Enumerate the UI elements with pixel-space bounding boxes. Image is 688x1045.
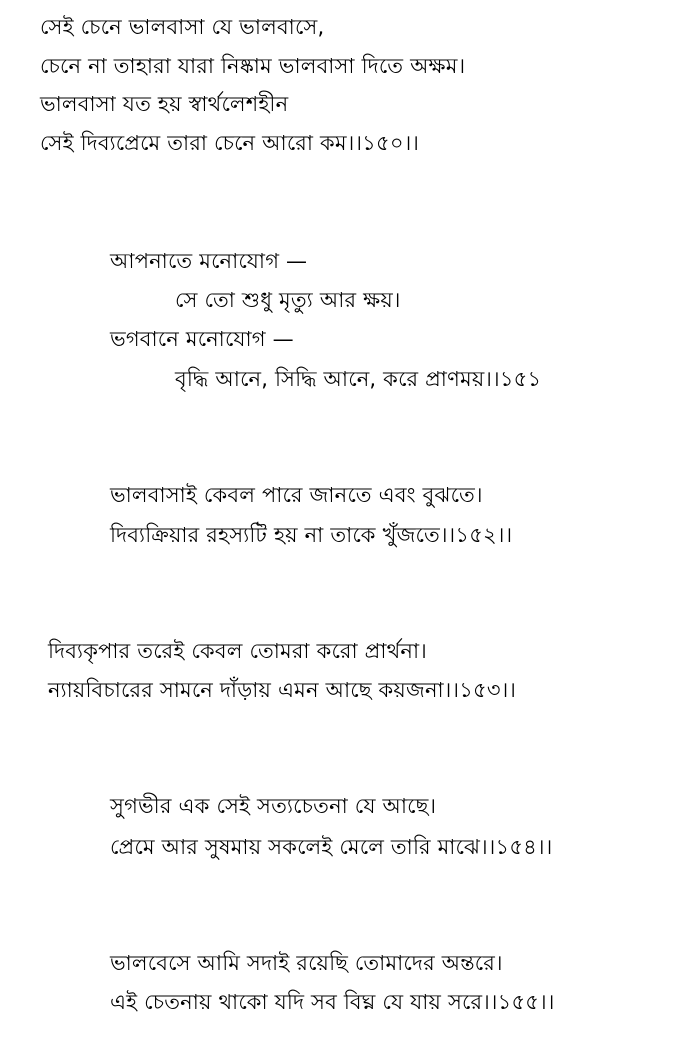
verse-line: আপনাতে মনোযোগ — xyxy=(110,249,308,273)
verse-line: ভালবাসাই কেবল পারে জানতে এবং বুঝতে। xyxy=(110,483,483,507)
verse-line: ভগবানে মনোযোগ — xyxy=(110,327,294,351)
verse-line: সেই দিব্যপ্রেমে তারা চেনে আরো কম।।১৫০।। xyxy=(40,131,420,155)
verse-line: সুগভীর এক সেই সত্যচেতনা যে আছে। xyxy=(110,794,437,818)
verse-line: ভালবেসে আমি সদাই রয়েছি তোমাদের অন্তরে। xyxy=(110,951,503,975)
verse-line: সে তো শুধু মৃত্যু আর ক্ষয়। xyxy=(175,288,401,312)
verse-line: দিব্যক্রিয়ার রহস্যটি হয় না তাকে খুঁজতে।।১৫২।। xyxy=(110,523,513,547)
verse-line: চেনে না তাহারা যারা নিষ্কাম ভালবাসা দিতে অক্ষম। xyxy=(40,54,466,78)
verse-line: প্রেমে আর সুষমায় সকলেই মেলে তারি মাঝে।।১৫৪।। xyxy=(110,835,553,859)
verse-line: এই চেতনায় থাকো যদি সব বিঘ্ন যে যায় সরে।।১৫৫।। xyxy=(110,990,555,1014)
verse-line: ন্যায়বিচারের সামনে দাঁড়ায় এমন আছে কয়জনা।।১৫৩।। xyxy=(48,678,517,702)
verse-line: সেই চেনে ভালবাসা যে ভালবাসে, xyxy=(40,15,325,39)
verse-line: দিব্যকৃপার তরেই কেবল তোমরা করো প্রার্থনা। xyxy=(48,639,427,663)
verse-line: ভালবাসা যত হয় স্বার্থলেশহীন xyxy=(40,92,289,116)
verse-line: বৃদ্ধি আনে, সিদ্ধি আনে, করে প্রাণময়।।১৫১ xyxy=(175,367,542,391)
